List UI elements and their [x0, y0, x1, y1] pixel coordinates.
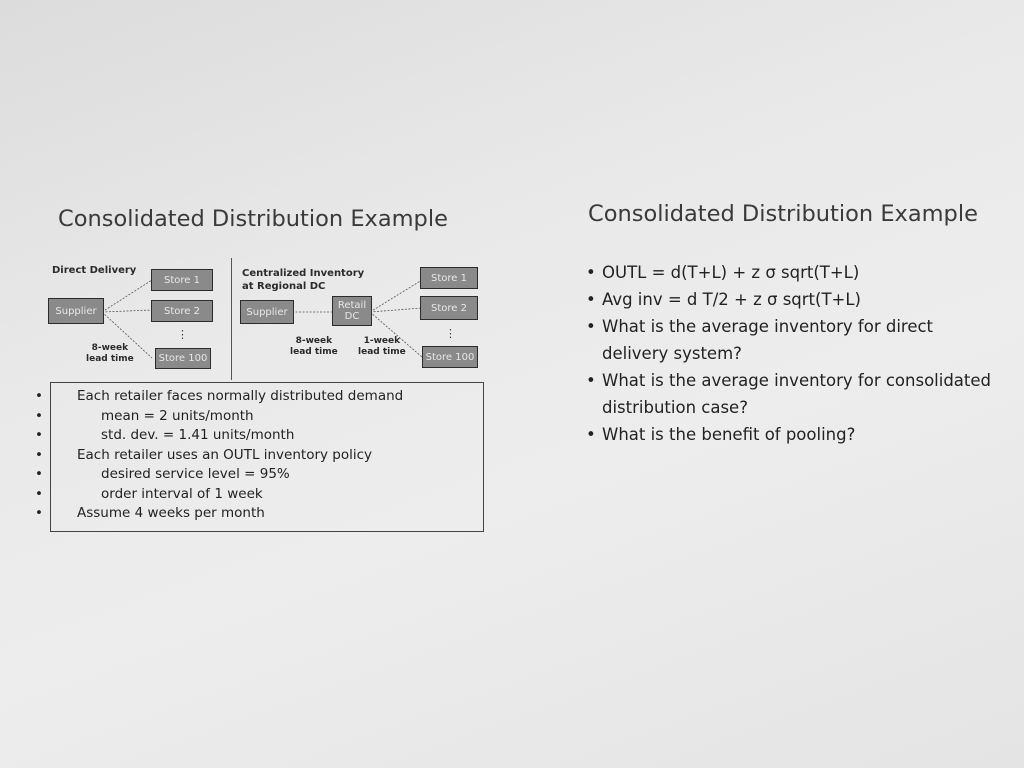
retail-dc-box: Retail DC [332, 296, 372, 326]
connector-dc-store1 [370, 280, 422, 312]
direct-lead-time: 8-week lead time [86, 343, 134, 364]
centralized-label: Centralized Inventory at Regional DC [242, 268, 365, 292]
store1-box-direct: Store 1 [151, 269, 213, 291]
direct-delivery-label: Direct Delivery [52, 265, 137, 276]
right-slide-title: Consolidated Distribution Example [588, 201, 978, 227]
bullet-direct-question: • What is the average inventory for direct delivery system? [592, 313, 991, 367]
bullet-outl-policy: • Each retailer uses an OUTL inventory policy [51, 446, 403, 466]
connector-supplier-store2 [102, 310, 152, 312]
store2-box-direct: Store 2 [151, 300, 213, 322]
bullet-weeks-per-month: • Assume 4 weeks per month [51, 504, 403, 524]
dots-central: ⋮ [445, 327, 456, 340]
bullet-service-level: • desired service level = 95% [51, 465, 403, 485]
bullet-order-interval: • order interval of 1 week [51, 485, 403, 505]
central-1week-lead-time: 1-week lead time [358, 336, 406, 357]
bullet-consolidated-question: • What is the average inventory for consolidated distribution case? [592, 367, 991, 421]
store100-box-direct: Store 100 [155, 348, 211, 369]
right-slide [580, 195, 1010, 495]
central-8week-lead-time: 8-week lead time [290, 336, 338, 357]
bullet-pooling-question: • What is the benefit of pooling? [592, 421, 991, 448]
left-slide [48, 200, 488, 540]
supplier-box-central: Supplier [240, 300, 294, 324]
bullet-mean: • mean = 2 units/month [51, 407, 403, 427]
bullet-outl-formula: • OUTL = d(T+L) + z σ sqrt(T+L) [592, 259, 991, 286]
left-slide-title: Consolidated Distribution Example [58, 206, 448, 232]
connector-dc-store2 [370, 308, 422, 312]
diagram-divider [231, 258, 232, 380]
store100-box-central: Store 100 [422, 346, 478, 368]
connector-supplier-store1 [102, 280, 152, 312]
bullet-avg-inv-formula: • Avg inv = d T/2 + z σ sqrt(T+L) [592, 286, 991, 313]
store1-box-central: Store 1 [420, 267, 478, 289]
right-bullet-list [592, 259, 991, 448]
assumptions-box [50, 382, 484, 532]
dots-direct: ⋮ [177, 328, 188, 341]
store2-box-central: Store 2 [420, 296, 478, 320]
supplier-box-direct: Supplier [48, 298, 104, 324]
bullet-std-dev: • std. dev. = 1.41 units/month [51, 426, 403, 446]
bullet-demand: • Each retailer faces normally distributed demand [51, 387, 403, 407]
